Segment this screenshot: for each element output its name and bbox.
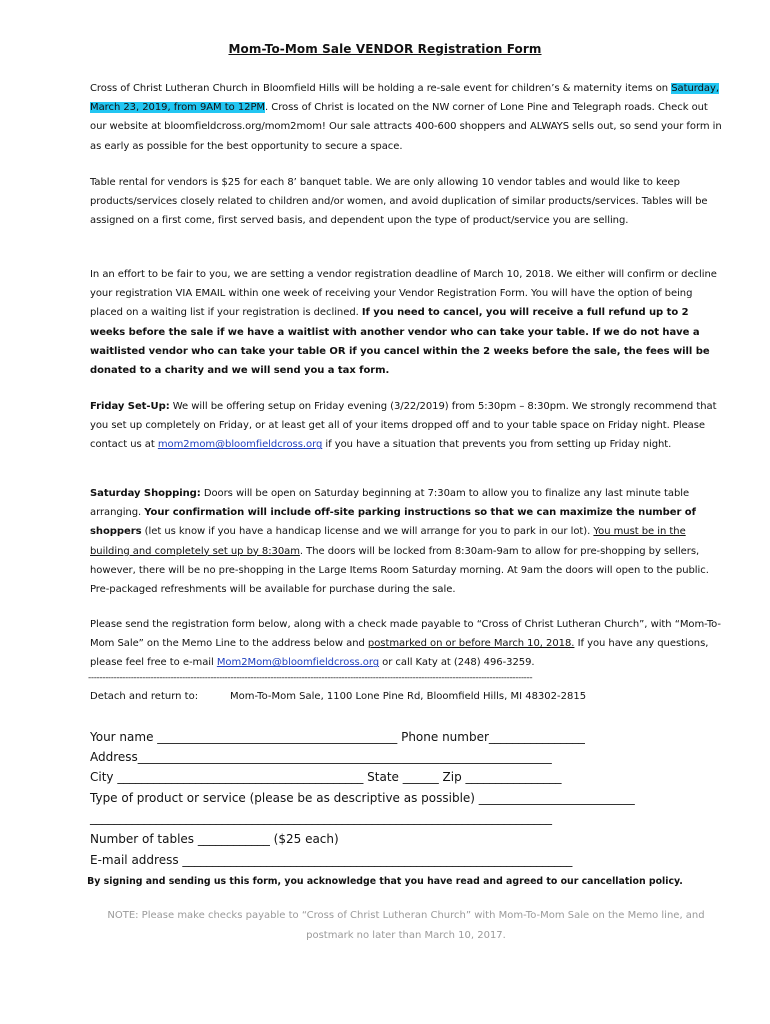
acknowledgement-statement: By signing and sending us this form, you acknowledge that you have read and agreed to our cancellation policy. bbox=[87, 876, 683, 887]
send-text-1: Please send the registration form below, along with a check made payable to “Cross of Christ Lutheran Church”, with “Mom-To-Mom Sale” on the Memo Line to the address below and bbox=[90, 619, 721, 650]
send-registration-paragraph bbox=[90, 615, 722, 673]
intro-text-2: . Cross of Christ is located on the NW corner of Lone Pine and Telegraph roads. Check out our website at bloomfieldcross.org/mom2mom! Our sale attracts 400-600 shoppers and ALWAYS sells out, so send your form in as early as possible for the best opportunity to secure a space. bbox=[90, 102, 722, 152]
product-type-continued-field[interactable]: _____________________________________________________________________________ bbox=[90, 811, 552, 825]
setup-deadline: You must be in the building and completely set up by 8:30am bbox=[90, 526, 686, 557]
city-state-zip-field[interactable]: City _________________________________________ State ______ Zip ________________ bbox=[90, 770, 562, 784]
mailing-address: Mom-To-Mom Sale, 1100 Lone Pine Rd, Bloomfield Hills, MI 48302-2815 bbox=[230, 691, 587, 702]
saturday-text-2: (let us know if you have a handicap license and we will arrange for you to park in our lot). bbox=[141, 526, 594, 538]
saturday-text-3: . The doors will be locked from 8:30am-9am to allow for pre-shopping by sellers, however, there will be no pre-shopping in the Large Items Room Saturday morning. At 9am the doors will open to the public. Pre-packaged refreshments will be available for purchase during the sale. bbox=[90, 545, 709, 596]
product-type-field[interactable]: Type of product or service (please be as descriptive as possible) __________________________ bbox=[90, 791, 635, 805]
postmark-deadline: postmarked on or before March 10, 2018. bbox=[367, 638, 575, 650]
name-phone-field[interactable]: Your name ________________________________________ Phone number________________ bbox=[90, 730, 585, 744]
event-date-highlight: Saturday, March 23, 2019, from 9AM to 12PM bbox=[90, 83, 719, 114]
detach-section bbox=[90, 691, 587, 702]
friday-setup-paragraph bbox=[90, 397, 722, 455]
saturday-shopping-label: Saturday Shopping: bbox=[90, 488, 201, 499]
registration-deadline-paragraph bbox=[90, 265, 722, 380]
detach-divider: ------------------------------------------------------------------------------------------------------------------------------------------------------------ bbox=[88, 673, 533, 683]
number-of-tables-field[interactable]: Number of tables ____________ ($25 each) bbox=[90, 832, 339, 846]
saturday-text-1: Doors will be open on Saturday beginning at 7:30am to allow you to finalize any last minute table arranging. bbox=[90, 488, 690, 519]
contact-email-link[interactable]: mom2mom@bloomfieldcross.org bbox=[157, 439, 323, 451]
email-address-field[interactable]: E-mail address _________________________________________________________________ bbox=[90, 853, 573, 867]
page-title: Mom-To-Mom Sale VENDOR Registration Form bbox=[228, 42, 542, 56]
intro-paragraph bbox=[90, 79, 722, 156]
payment-note: NOTE: Please make checks payable to “Cross of Christ Lutheran Church” with Mom-To-Mom Sale on the Memo line, and postmark no later than March 10, 2017. bbox=[107, 910, 705, 941]
intro-text-1: Cross of Christ Lutheran Church in Bloomfield Hills will be holding a re-sale event for children’s & maternity items on bbox=[90, 83, 672, 94]
address-field[interactable]: Address_____________________________________________________________________ bbox=[90, 750, 552, 764]
parking-instructions: Your confirmation will include off-site parking instructions so that we can maximize the number of shoppers bbox=[90, 507, 696, 538]
detach-label: Detach and return to: bbox=[90, 691, 199, 702]
table-rental-paragraph: Table rental for vendors is $25 for each 8’ banquet table. We are only allowing 10 vendor tables and would like to keep products/services closely related to children and/or women, and avoid duplication of similar products/services. Tables will be assigned on a first come, first served basis, and dependent upon the type of product/service you are selling. bbox=[90, 177, 708, 227]
deadline-text: In an effort to be fair to you, we are setting a vendor registration deadline of March 10, 2018. We either will confirm or decline your registration VIA EMAIL within one week of receiving your Vendor Registration Form. You will have the option of being placed on a waiting list if your registration is declined. bbox=[90, 269, 717, 319]
questions-email-link[interactable]: Mom2Mom@bloomfieldcross.org bbox=[216, 657, 380, 669]
friday-setup-label: Friday Set-Up: bbox=[90, 401, 170, 412]
friday-setup-text-2: if you have a situation that prevents you from setting up Friday night. bbox=[322, 439, 672, 451]
friday-setup-text-1: We will be offering setup on Friday evening (3/22/2019) from 5:30pm – 8:30pm. We strongly recommend that you set up completely on Friday, or at least get all of your items dropped off and to your table space on Friday night. Please contact us at bbox=[90, 401, 717, 451]
cancellation-policy: If you need to cancel, you will receive a full refund up to 2 weeks before the sale if we have a waitlist with another vendor who can take your table. If we do not have a waitlisted vendor who can take your table OR if you cancel within the 2 weeks before the sale, the fees will be donated to a charity and we will send you a tax form. bbox=[90, 307, 710, 377]
send-text-2: If you have any questions, please feel free to e-mail bbox=[90, 638, 709, 669]
send-text-3: or call Katy at (248) 496-3259. bbox=[379, 657, 535, 669]
saturday-shopping-paragraph bbox=[90, 484, 722, 599]
